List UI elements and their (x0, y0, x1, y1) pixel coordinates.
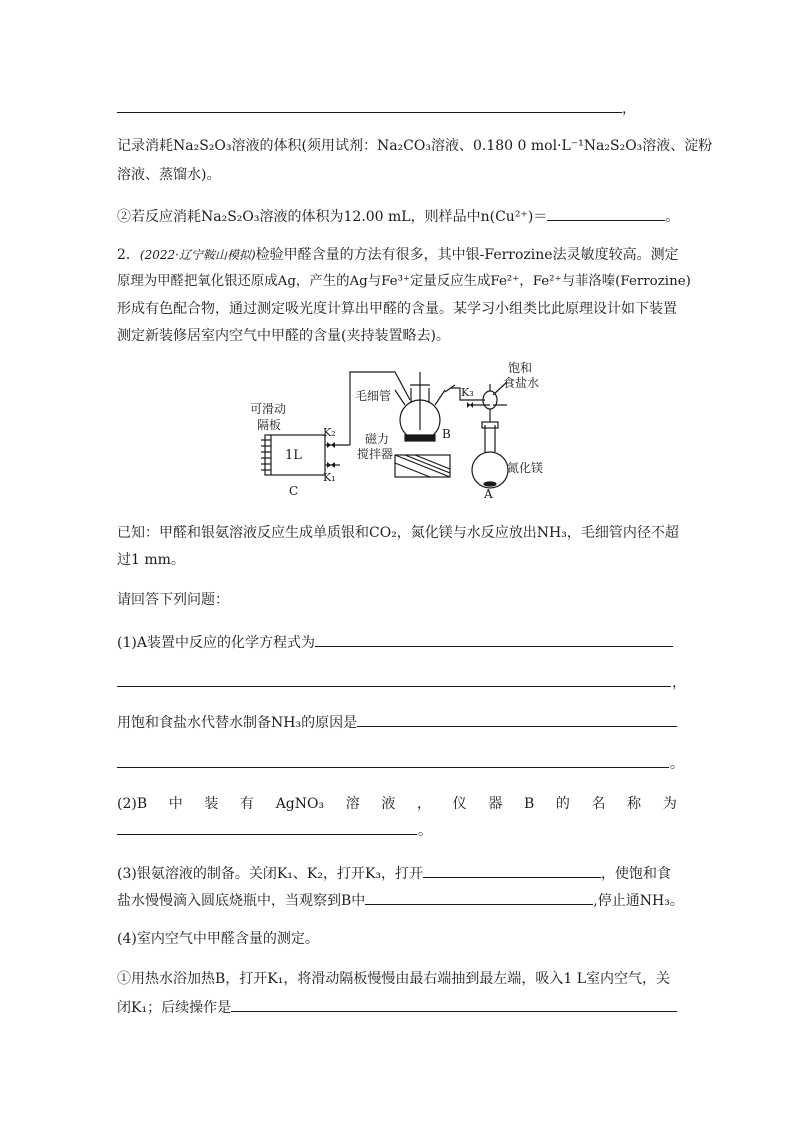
label-1l: 1L (285, 448, 302, 463)
answer-blank-reason[interactable] (357, 712, 677, 727)
answer-blank-followup[interactable] (231, 997, 677, 1012)
question-number: 2． (117, 247, 140, 263)
text-seg: 液 (381, 796, 396, 812)
text-seg-n: n(Cu²⁺)＝ (480, 209, 548, 225)
question-3-line1 (117, 863, 671, 883)
answer-blank-open[interactable] (423, 863, 601, 878)
text-seg: 装 (204, 796, 219, 812)
text-seg: 有 (240, 796, 255, 812)
answer-blank-cu[interactable] (547, 206, 665, 221)
text-line: 过1 mm。 (117, 552, 185, 568)
valve-k2[interactable] (327, 442, 335, 448)
answer-blank-observe[interactable] (365, 890, 593, 905)
apparatus-diagram (245, 360, 545, 510)
answer-blank-top[interactable] (117, 112, 622, 113)
prompt: 请回答下列问题： (117, 592, 229, 608)
text-seg: ，使饱和食 (601, 866, 672, 882)
label-b: B (442, 427, 451, 441)
text-seg: 溶 (345, 796, 360, 812)
text-seg: 的 (555, 796, 570, 812)
text-seg: B (523, 796, 535, 812)
text-seg: (2)B (117, 796, 148, 812)
answer-blank-equation-2[interactable] (117, 686, 671, 687)
answer-blank-reason-2[interactable] (117, 767, 669, 768)
period: 。 (418, 823, 432, 839)
label-stirrer2: 搅拌器 (357, 447, 394, 461)
text-seg: 闭K₁；后续操作是 (117, 1000, 232, 1016)
text-seg: 名 (591, 796, 606, 812)
comma: ， (672, 675, 686, 691)
text-line: 测定新装修居室内空气中甲醛的含量(夹持装置略去)。 (117, 328, 450, 344)
text-seg: 称 (627, 796, 642, 812)
label-a: A (484, 487, 493, 501)
text-seg: 器 (488, 796, 503, 812)
label-stirrer1: 磁力 (365, 432, 390, 446)
valve-k1[interactable] (327, 462, 335, 468)
question-2b-line (117, 795, 677, 813)
label-slide2: 隔板 (257, 418, 282, 432)
text-seg: 用饱和食盐水代替水制备NH₃的原因是 (117, 715, 358, 731)
text-line-cu (117, 206, 679, 226)
text-seg: 盐水慢慢滴入圆底烧瓶中，当观察到B中 (117, 893, 366, 909)
text-seg: 为 (662, 796, 677, 812)
answer-blank-equation[interactable] (315, 632, 673, 647)
text-line: 记录消耗Na₂S₂O₃溶液的体积(须用试剂：Na₂CO₃溶液、0.180 0 mol·L⁻¹Na₂S₂O₃溶液、淀粉 (117, 138, 713, 154)
text-line: 已知：甲醛和银氨溶液反应生成单质银和CO₂，氮化镁与水反应放出NH₃，毛细管内径不超 (117, 525, 679, 541)
text-seg: 检验甲醛含量的方法有很多，其中银-Ferrozine法灵敏度较高。测定 (255, 247, 679, 263)
text-seg: (1)A装置中反应的化学方程式为 (117, 635, 315, 651)
period: 。 (665, 209, 680, 225)
label-c: C (289, 484, 299, 498)
text-line: 溶液、蒸馏水)。 (117, 167, 221, 183)
label-k3: K₃ (461, 386, 474, 399)
text-seg: 中 (168, 796, 183, 812)
text-seg: ②若反应消耗Na₂S₂O₃溶液的体积为12.00 mL，则样品中 (117, 209, 481, 225)
label-brine1: 饱和 (508, 361, 533, 375)
period: 。 (670, 756, 684, 772)
text-seg: ， (417, 796, 432, 812)
question-4-line2 (117, 997, 677, 1017)
label-slide: 可滑动 (250, 402, 287, 416)
text-seg: AgNO₃ (275, 796, 325, 812)
question-3-line2 (117, 890, 684, 910)
question-2-line1 (117, 246, 679, 264)
valve-k3[interactable] (467, 402, 473, 408)
text-seg: (3)银氨溶液的制备。关闭K₁、K₂，打开K₃，打开 (117, 866, 424, 882)
label-capillary: 毛细管 (355, 389, 392, 403)
label-k2: K₂ (323, 426, 336, 439)
text-line: 形成有色配合物，通过测定吸光度计算出甲醛的含量。某学习小组类比此原理设计如下装置 (117, 301, 677, 317)
label-mg3n2: 氮化镁 (507, 461, 544, 475)
label-brine2: 食盐水 (503, 376, 540, 390)
label-k1: K₁ (323, 471, 336, 484)
question-1-line3 (117, 712, 677, 732)
comma-top: ， (622, 101, 636, 117)
text-line: ①用热水浴加热B，打开K₁，将滑动隔板慢慢由最右端抽到最左端，吸入1 L室内空气，关 (117, 971, 671, 987)
text-seg: 仪 (452, 796, 467, 812)
question-4-title: (4)室内空气中甲醛含量的测定。 (117, 931, 319, 947)
question-source: (2022·辽宁鞍山模拟) (139, 248, 256, 262)
text-seg: ,停止通NH₃。 (593, 893, 684, 909)
answer-blank-instrument[interactable] (117, 834, 417, 835)
text-line: 原理为甲醛把氧化银还原成Ag，产生的Ag与Fe³⁺定量反应生成Fe²⁺，Fe²⁺与菲洛嗪(Ferrozine) (117, 274, 691, 289)
question-1-line1 (117, 632, 673, 652)
